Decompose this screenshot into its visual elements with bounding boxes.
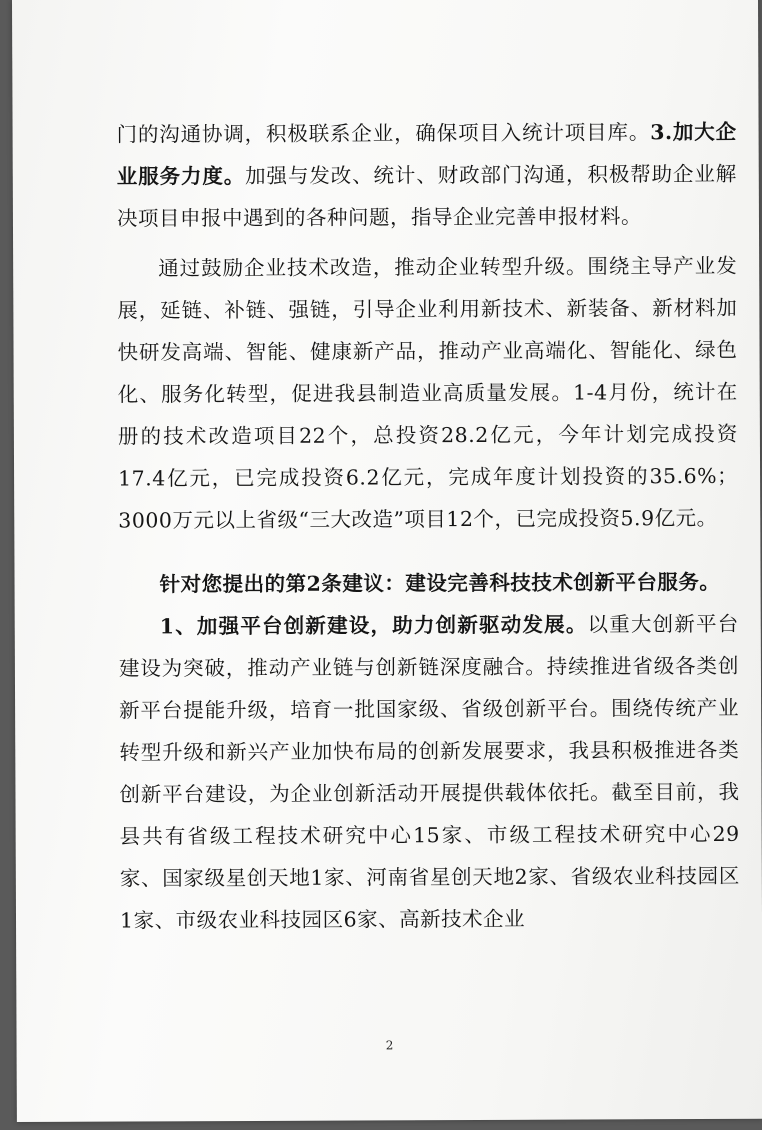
paragraph-1 — [116, 111, 737, 240]
paragraph-1-text-a: 门的沟通协调，积极联系企业，确保项目入统计项目库。 — [116, 120, 651, 147]
suggestion-2-heading: 针对您提出的第2条建议：建设完善科技技术创新平台服务。 — [159, 569, 721, 597]
paragraph-1-bold-heading: 3.加大企业服务力度。 — [116, 119, 737, 189]
paragraph-4-text: 以重大创新平台建设为突破，推动产业链与创新链深度融合。持续推进省级各类创新平台提能升级，培育一批国家级、省级创新平台。围绕传统产业转型升级和新兴产业加快布局的创新发展要求，我县积极推进各类创新平台建设，为企业创新活动开展提供载体依托。截至目前，我县共有省级工程技术研究中心15家、市级工程技术研究中心29家、国家级星创天地1家、河南省星创天地2家、省级农业科技园区1家、市级农业科技园区6家、高新技术企业 — [118, 611, 740, 933]
paragraph-4-bold-heading: 1、加强平台创新建设，助力创新驱动发展。 — [159, 612, 588, 639]
paragraph-2: 通过鼓励企业技术改造，推动企业转型升级。围绕主导产业发展，延链、补链、强链，引导企业利用新技术、新装备、新材料加快研发高端、智能、健康新产品，推动产业高端化、智能化、绿色化、服务化转型，促进我县制造业高质量发展。1-4月份，统计在册的技术改造项目22个，总投资28.2亿元，今年计划完成投资17.4亿元，已完成投资6.2亿元，完成年度计划投资的35.6%；3000万元以上省级“三大改造”项目12个，已完成投资5.9亿元。 — [117, 253, 739, 533]
paragraph-4 — [119, 603, 740, 942]
document-page — [12, 0, 762, 1122]
document-body — [116, 111, 740, 942]
paragraph-3-heading — [118, 561, 738, 606]
page-number: 2 — [385, 1038, 394, 1053]
paragraph-1-text-b: 加强与发改、统计、财政部门沟通，积极帮助企业解决项目申报中遇到的各种问题，指导企业完善申报材料。 — [116, 161, 737, 231]
